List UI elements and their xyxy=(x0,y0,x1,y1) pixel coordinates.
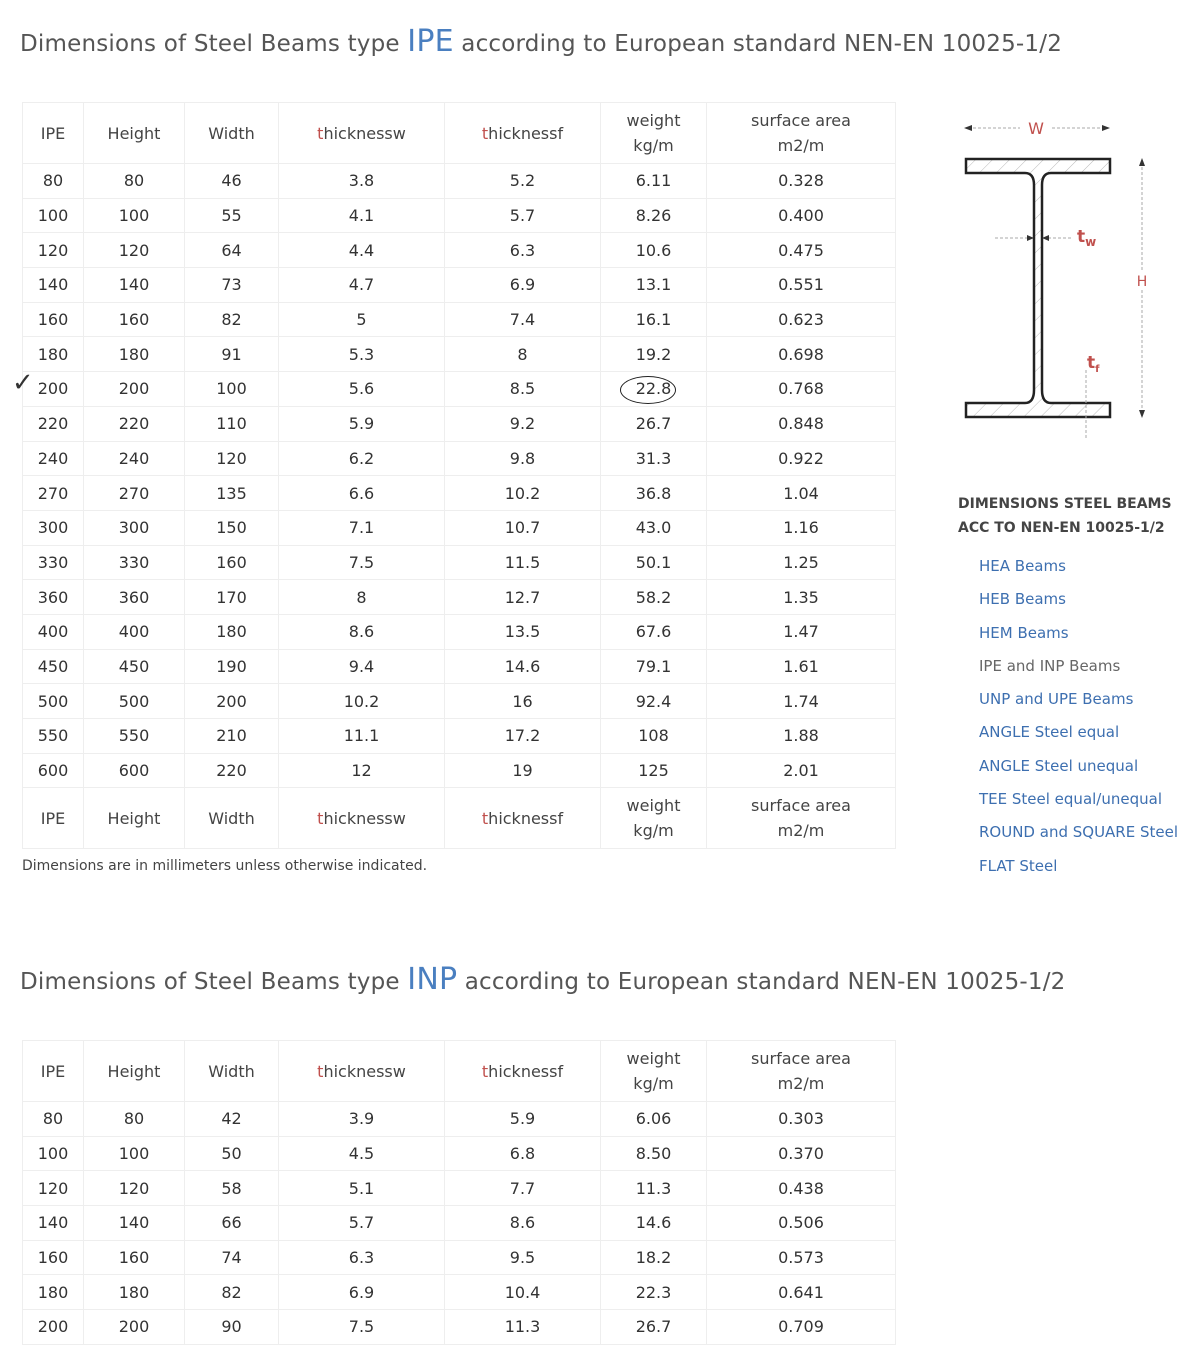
table-cell: 6.3 xyxy=(279,1240,445,1275)
table-cell: 74 xyxy=(185,1240,279,1275)
table-cell: 13.5 xyxy=(445,614,601,649)
table-row xyxy=(23,614,896,649)
column-header: Width xyxy=(185,1041,279,1102)
header-row xyxy=(23,1041,896,1102)
table-cell: 26.7 xyxy=(601,1310,707,1345)
table-cell: 120 xyxy=(185,441,279,476)
table-cell: 135 xyxy=(185,476,279,511)
table-cell: 200 xyxy=(185,684,279,719)
table-cell: 100 xyxy=(23,198,84,233)
table-cell: 46 xyxy=(185,164,279,199)
table-cell: 10.4 xyxy=(445,1275,601,1310)
table-cell: 80 xyxy=(23,1102,84,1137)
table-cell: 180 xyxy=(23,1275,84,1310)
table-cell: 4.5 xyxy=(279,1136,445,1171)
table-row xyxy=(23,1136,896,1171)
table-cell: 500 xyxy=(23,684,84,719)
table-cell: 200 xyxy=(23,1310,84,1345)
table-cell: 11.3 xyxy=(445,1310,601,1345)
table-cell: 6.11 xyxy=(601,164,707,199)
table-cell: 400 xyxy=(84,614,185,649)
table-cell: 6.06 xyxy=(601,1102,707,1137)
table-row xyxy=(23,441,896,476)
column-header: Width xyxy=(185,103,279,164)
table-cell: 73 xyxy=(185,268,279,303)
column-header: weight kg/m xyxy=(601,788,707,849)
table-cell: 8 xyxy=(445,337,601,372)
web-thickness-label: $t_w$ xyxy=(1077,227,1097,249)
table-cell: 6.6 xyxy=(279,476,445,511)
table-cell: 0.623 xyxy=(707,302,896,337)
table-cell: 58.2 xyxy=(601,580,707,615)
table-cell: 8.50 xyxy=(601,1136,707,1171)
table-cell: 200 xyxy=(84,372,185,407)
table-cell: 0.551 xyxy=(707,268,896,303)
table-cell: 6.3 xyxy=(445,233,601,268)
table-cell: 3.8 xyxy=(279,164,445,199)
table-cell: 8.6 xyxy=(279,614,445,649)
table-cell: 7.4 xyxy=(445,302,601,337)
column-header: Height xyxy=(84,1041,185,1102)
table-cell: 82 xyxy=(185,1275,279,1310)
table-cell: 66 xyxy=(185,1206,279,1241)
table-cell: 1.25 xyxy=(707,545,896,580)
table-cell: 36.8 xyxy=(601,476,707,511)
column-header: Width xyxy=(185,788,279,849)
table-cell: 270 xyxy=(23,476,84,511)
table-cell: 11.3 xyxy=(601,1171,707,1206)
table-cell: 22.3 xyxy=(601,1275,707,1310)
table-cell: 6.8 xyxy=(445,1136,601,1171)
table-cell: 7.5 xyxy=(279,545,445,580)
table-cell: 500 xyxy=(84,684,185,719)
table-row xyxy=(23,233,896,268)
table-cell: 0.768 xyxy=(707,372,896,407)
table-cell: 22.8 xyxy=(601,372,707,407)
table-cell: 120 xyxy=(23,1171,84,1206)
table-cell: 8.26 xyxy=(601,198,707,233)
table-cell: 180 xyxy=(84,337,185,372)
table-cell: 12 xyxy=(279,753,445,788)
sidebar-links xyxy=(979,550,1178,883)
table-row xyxy=(23,1102,896,1137)
table-row xyxy=(23,372,896,407)
table-cell: 100 xyxy=(84,198,185,233)
table-cell: 82 xyxy=(185,302,279,337)
table-row xyxy=(23,164,896,199)
ipe-title: Dimensions of Steel Beams type IPE according to European standard NEN-EN 10025-1/2 xyxy=(20,24,1063,59)
table-cell: 79.1 xyxy=(601,649,707,684)
sidebar-heading: DIMENSIONS STEEL BEAMS ACC TO NEN-EN 10025-1/2 xyxy=(958,496,1172,536)
table-row xyxy=(23,1275,896,1310)
column-header: Height xyxy=(84,788,185,849)
table-cell: 0.709 xyxy=(707,1310,896,1345)
table-row xyxy=(23,337,896,372)
table-cell: 300 xyxy=(23,510,84,545)
table-cell: 43.0 xyxy=(601,510,707,545)
table-cell: 8.6 xyxy=(445,1206,601,1241)
table-cell: 100 xyxy=(23,1136,84,1171)
table-cell: 50.1 xyxy=(601,545,707,580)
table-cell: 8.5 xyxy=(445,372,601,407)
table-cell: 1.74 xyxy=(707,684,896,719)
table-cell: 16 xyxy=(445,684,601,719)
sidebar-link[interactable]: UNP and UPE Beams xyxy=(979,690,1134,709)
table-cell: 0.370 xyxy=(707,1136,896,1171)
table-row xyxy=(23,719,896,754)
table-cell: 550 xyxy=(84,719,185,754)
table-row xyxy=(23,476,896,511)
table-cell: 5.9 xyxy=(445,1102,601,1137)
table-cell: 6.9 xyxy=(279,1275,445,1310)
table-cell: 7.7 xyxy=(445,1171,601,1206)
table-row xyxy=(23,1240,896,1275)
table-cell: 3.9 xyxy=(279,1102,445,1137)
table-cell: 0.475 xyxy=(707,233,896,268)
table-cell: 140 xyxy=(84,1206,185,1241)
table-cell: 600 xyxy=(84,753,185,788)
table-cell: 270 xyxy=(84,476,185,511)
table-cell: 10.2 xyxy=(279,684,445,719)
table-cell: 9.2 xyxy=(445,406,601,441)
table-cell: 17.2 xyxy=(445,719,601,754)
table-cell: 0.922 xyxy=(707,441,896,476)
table-row xyxy=(23,510,896,545)
table-cell: 120 xyxy=(84,233,185,268)
table-cell: 67.6 xyxy=(601,614,707,649)
column-header: IPE xyxy=(23,1041,84,1102)
table-cell: 4.1 xyxy=(279,198,445,233)
sidebar-link[interactable]: HEB Beams xyxy=(979,590,1066,609)
table-cell: 160 xyxy=(23,1240,84,1275)
column-header: weight kg/m xyxy=(601,103,707,164)
table-cell: 1.16 xyxy=(707,510,896,545)
inp-dimensions-table xyxy=(22,1040,896,1345)
table-cell: 7.1 xyxy=(279,510,445,545)
table-row xyxy=(23,198,896,233)
table-row xyxy=(23,684,896,719)
column-header: thicknessf xyxy=(445,103,601,164)
table-cell: 42 xyxy=(185,1102,279,1137)
table-cell: 2.01 xyxy=(707,753,896,788)
table-row xyxy=(23,1310,896,1345)
table-cell: 0.573 xyxy=(707,1240,896,1275)
table-cell: 26.7 xyxy=(601,406,707,441)
table-row xyxy=(23,649,896,684)
table-cell: 14.6 xyxy=(601,1206,707,1241)
table-cell: 170 xyxy=(185,580,279,615)
table-cell: 9.4 xyxy=(279,649,445,684)
table-row xyxy=(23,580,896,615)
table-cell: 16.1 xyxy=(601,302,707,337)
sidebar-link[interactable]: ANGLE Steel equal xyxy=(979,723,1120,742)
ipe-dimensions-table xyxy=(22,102,896,849)
flange-thickness-label: $t_f$ xyxy=(1087,353,1100,375)
table-cell: 5.1 xyxy=(279,1171,445,1206)
table-cell: 160 xyxy=(84,1240,185,1275)
table-cell: 91 xyxy=(185,337,279,372)
table-cell: 0.641 xyxy=(707,1275,896,1310)
table-cell: 1.88 xyxy=(707,719,896,754)
column-header: thicknessw xyxy=(279,1041,445,1102)
table-cell: 125 xyxy=(601,753,707,788)
table-cell: 220 xyxy=(84,406,185,441)
column-header: IPE xyxy=(23,788,84,849)
table-row xyxy=(23,545,896,580)
units-note: Dimensions are in millimeters unless otherwise indicated. xyxy=(22,858,428,874)
table-cell: 150 xyxy=(185,510,279,545)
table-cell: 140 xyxy=(23,1206,84,1241)
column-header: surface area m2/m xyxy=(707,788,896,849)
header-row xyxy=(23,788,896,849)
column-header: surface area m2/m xyxy=(707,103,896,164)
table-cell: 1.04 xyxy=(707,476,896,511)
table-cell: 200 xyxy=(23,372,84,407)
sidebar-link[interactable]: TEE Steel equal/unequal xyxy=(979,790,1162,809)
table-cell: 240 xyxy=(84,441,185,476)
table-row xyxy=(23,1206,896,1241)
sidebar-link[interactable]: HEM Beams xyxy=(979,623,1069,642)
table-cell: 220 xyxy=(185,753,279,788)
table-cell: 19.2 xyxy=(601,337,707,372)
column-header: surface area m2/m xyxy=(707,1041,896,1102)
table-cell: 10.7 xyxy=(445,510,601,545)
i-beam-diagram xyxy=(950,100,1200,440)
height-label: H xyxy=(1136,274,1148,290)
table-cell: 80 xyxy=(84,164,185,199)
table-cell: 110 xyxy=(185,406,279,441)
table-cell: 180 xyxy=(84,1275,185,1310)
table-cell: 5.7 xyxy=(445,198,601,233)
table-cell: 5 xyxy=(279,302,445,337)
table-cell: 360 xyxy=(23,580,84,615)
table-cell: 1.61 xyxy=(707,649,896,684)
table-cell: 5.6 xyxy=(279,372,445,407)
table-cell: 330 xyxy=(23,545,84,580)
table-cell: 4.7 xyxy=(279,268,445,303)
table-cell: 160 xyxy=(84,302,185,337)
table-cell: 6.2 xyxy=(279,441,445,476)
table-cell: 90 xyxy=(185,1310,279,1345)
column-header: thicknessf xyxy=(445,1041,601,1102)
inp-title: Dimensions of Steel Beams type INP according to European standard NEN-EN 10025-1/2 xyxy=(20,962,1066,997)
table-cell: 600 xyxy=(23,753,84,788)
sidebar-link[interactable]: ROUND and SQUARE Steel xyxy=(979,823,1178,842)
table-cell: 180 xyxy=(23,337,84,372)
table-cell: 160 xyxy=(185,545,279,580)
table-cell: 210 xyxy=(185,719,279,754)
table-cell: 4.4 xyxy=(279,233,445,268)
table-cell: 140 xyxy=(84,268,185,303)
table-cell: 10.6 xyxy=(601,233,707,268)
table-cell: 120 xyxy=(23,233,84,268)
table-cell: 0.400 xyxy=(707,198,896,233)
table-cell: 5.7 xyxy=(279,1206,445,1241)
table-cell: 450 xyxy=(23,649,84,684)
table-cell: 100 xyxy=(185,372,279,407)
table-cell: 450 xyxy=(84,649,185,684)
handwritten-check-icon: ✓ xyxy=(12,368,34,398)
table-cell: 9.5 xyxy=(445,1240,601,1275)
table-cell: 180 xyxy=(185,614,279,649)
table-cell: 50 xyxy=(185,1136,279,1171)
table-cell: 13.1 xyxy=(601,268,707,303)
table-cell: 5.2 xyxy=(445,164,601,199)
table-cell: 11.5 xyxy=(445,545,601,580)
table-cell: 7.5 xyxy=(279,1310,445,1345)
table-cell: 190 xyxy=(185,649,279,684)
table-cell: 120 xyxy=(84,1171,185,1206)
table-cell: 80 xyxy=(84,1102,185,1137)
table-cell: 400 xyxy=(23,614,84,649)
table-cell: 220 xyxy=(23,406,84,441)
sidebar-link[interactable]: IPE and INP Beams xyxy=(979,656,1121,675)
table-cell: 80 xyxy=(23,164,84,199)
table-cell: 0.506 xyxy=(707,1206,896,1241)
table-cell: 550 xyxy=(23,719,84,754)
table-cell: 55 xyxy=(185,198,279,233)
table-cell: 18.2 xyxy=(601,1240,707,1275)
column-header: thicknessw xyxy=(279,788,445,849)
column-header: thicknessw xyxy=(279,103,445,164)
table-cell: 31.3 xyxy=(601,441,707,476)
table-cell: 0.438 xyxy=(707,1171,896,1206)
table-cell: 19 xyxy=(445,753,601,788)
column-header: weight kg/m xyxy=(601,1041,707,1102)
table-cell: 58 xyxy=(185,1171,279,1206)
table-cell: 330 xyxy=(84,545,185,580)
table-cell: 240 xyxy=(23,441,84,476)
table-cell: 9.8 xyxy=(445,441,601,476)
table-cell: 92.4 xyxy=(601,684,707,719)
table-cell: 5.3 xyxy=(279,337,445,372)
table-cell: 5.9 xyxy=(279,406,445,441)
table-cell: 200 xyxy=(84,1310,185,1345)
table-row xyxy=(23,406,896,441)
table-row xyxy=(23,268,896,303)
table-cell: 0.328 xyxy=(707,164,896,199)
table-cell: 100 xyxy=(84,1136,185,1171)
table-cell: 10.2 xyxy=(445,476,601,511)
handwritten-circle xyxy=(620,376,676,404)
table-cell: 1.35 xyxy=(707,580,896,615)
table-cell: 140 xyxy=(23,268,84,303)
table-cell: 0.848 xyxy=(707,406,896,441)
table-cell: 0.698 xyxy=(707,337,896,372)
column-header: thicknessf xyxy=(445,788,601,849)
table-cell: 8 xyxy=(279,580,445,615)
table-cell: 6.9 xyxy=(445,268,601,303)
table-cell: 11.1 xyxy=(279,719,445,754)
table-cell: 360 xyxy=(84,580,185,615)
sidebar-link[interactable]: HEA Beams xyxy=(979,557,1066,575)
table-cell: 1.47 xyxy=(707,614,896,649)
table-cell: 14.6 xyxy=(445,649,601,684)
table-row xyxy=(23,753,896,788)
table-cell: 12.7 xyxy=(445,580,601,615)
sidebar-link[interactable]: ANGLE Steel unequal xyxy=(979,756,1139,775)
table-cell: 108 xyxy=(601,719,707,754)
sidebar-link[interactable]: FLAT Steel xyxy=(979,856,1058,875)
table-cell: 0.303 xyxy=(707,1102,896,1137)
table-row xyxy=(23,302,896,337)
table-cell: 64 xyxy=(185,233,279,268)
table-cell: 160 xyxy=(23,302,84,337)
table-cell: 300 xyxy=(84,510,185,545)
header-row xyxy=(23,103,896,164)
column-header: IPE xyxy=(23,103,84,164)
table-row xyxy=(23,1171,896,1206)
width-label: W xyxy=(1028,119,1044,138)
column-header: Height xyxy=(84,103,185,164)
